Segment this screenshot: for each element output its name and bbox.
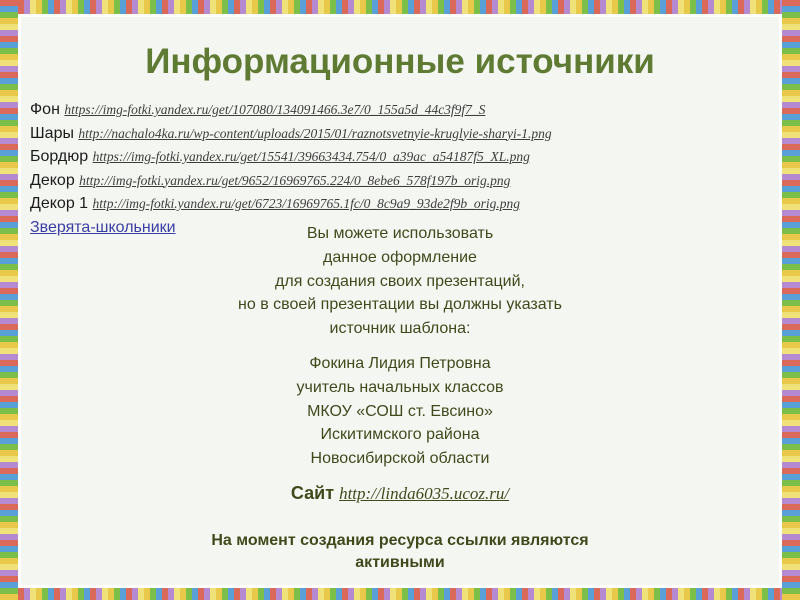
animals-link[interactable]: Зверята-школьники <box>30 218 176 236</box>
author-line: Новосибирской области <box>310 450 490 468</box>
source-row-decor <box>30 169 770 193</box>
source-row-decor-1 <box>30 192 770 216</box>
author-line: Искитимского района <box>320 426 480 444</box>
site-label: Сайт <box>290 483 335 503</box>
source-row-balls <box>30 122 770 146</box>
usage-line: для создания своих презентаций, <box>275 272 525 290</box>
author-info <box>18 352 782 471</box>
source-link[interactable]: http://nachalo4ka.ru/wp-content/uploads/2015/01/raznotsvetnyie-kruglyie-sharyi-1.png <box>78 125 552 141</box>
author-line: учитель начальных классов <box>296 378 504 396</box>
source-label: Шары <box>30 124 74 142</box>
usage-line: Вы можете использовать <box>306 225 494 242</box>
slide-title: Информационные источники <box>145 42 655 81</box>
links-note <box>168 530 632 574</box>
source-label: Декор <box>30 171 75 189</box>
note-line: активными <box>355 554 445 571</box>
source-link[interactable]: http://img-fotki.yandex.ru/get/6723/16969765.1fc/0_8c9a9_93de2f9b_orig.png <box>92 196 520 211</box>
usage-line: данное оформление <box>323 248 477 266</box>
source-row-background <box>30 98 770 122</box>
source-link[interactable]: http://img-fotki.yandex.ru/get/9652/16969765.224/0_8ebe6_578f197b_orig.png <box>79 172 511 188</box>
source-link[interactable]: https://img-fotki.yandex.ru/get/107080/134091466.3e7/0_155a5d_44c3f9f7_S <box>64 102 486 117</box>
source-link[interactable]: https://img-fotki.yandex.ru/get/15541/39663434.754/0_a39ac_a54187f5_XL.png <box>92 149 530 164</box>
usage-line: но в своей презентации вы должны указать <box>238 296 562 314</box>
sources-list <box>30 98 770 239</box>
author-line: Фокина Лидия Петровна <box>309 355 491 372</box>
source-label: Декор 1 <box>30 195 89 212</box>
site-row <box>18 483 782 504</box>
source-row-border <box>30 145 770 169</box>
usage-notice <box>18 222 782 341</box>
source-label: Фон <box>30 101 60 118</box>
slide-canvas <box>18 14 782 588</box>
author-line: МКОУ «СОШ ст. Евсино» <box>307 402 493 420</box>
site-link[interactable]: http://linda6035.ucoz.ru/ <box>339 484 510 503</box>
source-label: Бордюр <box>30 148 89 165</box>
note-line: На момент создания ресурса ссылки являются <box>211 532 589 549</box>
usage-line: источник шаблона: <box>329 320 471 338</box>
